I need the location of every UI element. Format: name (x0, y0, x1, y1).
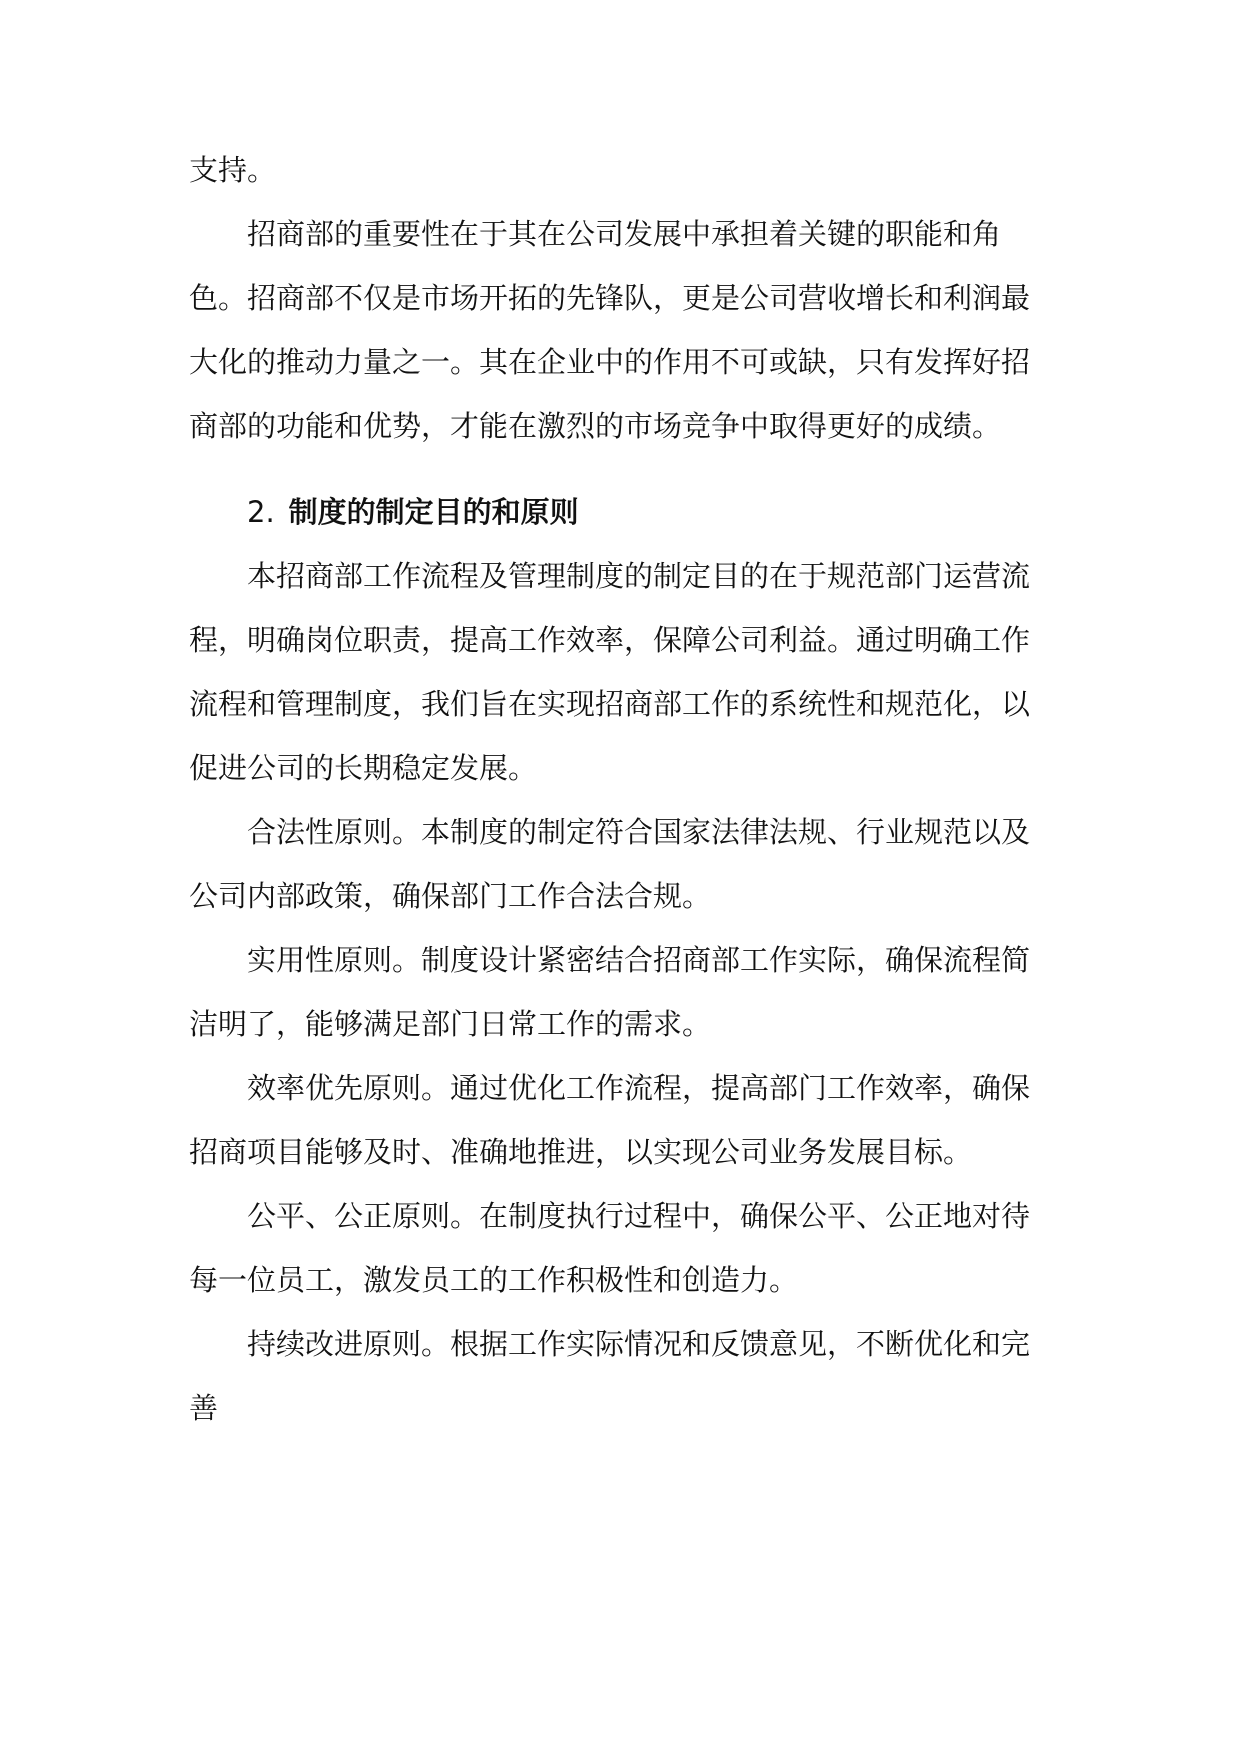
paragraph-importance: 招商部的重要性在于其在公司发展中承担着关键的职能和角色。招商部不仅是市场开拓的先锋队，更是公司营收增长和利润最大化的推动力量之一。其在企业中的作用不可或缺，只有发挥好招商部的功能和优势，才能在激烈的市场竞争中取得更好的成绩。 (189, 217, 1031, 443)
paragraph-efficiency-principle: 效率优先原则。通过优化工作流程，提高部门工作效率，确保招商项目能够及时、准确地推进，以实现公司业务发展目标。 (189, 1071, 1031, 1169)
paragraph-fairness-principle: 公平、公正原则。在制度执行过程中，确保公平、公正地对待每一位员工，激发员工的工作积极性和创造力。 (189, 1199, 1031, 1297)
section-spacer (189, 458, 1057, 480)
document-body (189, 138, 1057, 1440)
paragraph-continuation: 支持。 (189, 153, 277, 187)
section-number: 2. (247, 495, 275, 529)
paragraph-practicality-principle: 实用性原则。制度设计紧密结合招商部工作实际，确保流程简洁明了，能够满足部门日常工作的需求。 (189, 943, 1031, 1041)
paragraph-improvement-principle: 持续改进原则。根据工作实际情况和反馈意见，不断优化和完善 (189, 1327, 1031, 1425)
section-title: 制度的制定目的和原则 (288, 495, 579, 529)
section-heading (189, 480, 1057, 544)
paragraph-legality-principle: 合法性原则。本制度的制定符合国家法律法规、行业规范以及公司内部政策，确保部门工作合法合规。 (189, 815, 1031, 913)
paragraph-purpose: 本招商部工作流程及管理制度的制定目的在于规范部门运营流程，明确岗位职责，提高工作效率，保障公司利益。通过明确工作流程和管理制度，我们旨在实现招商部工作的系统性和规范化，以促进公司的长期稳定发展。 (189, 559, 1031, 785)
